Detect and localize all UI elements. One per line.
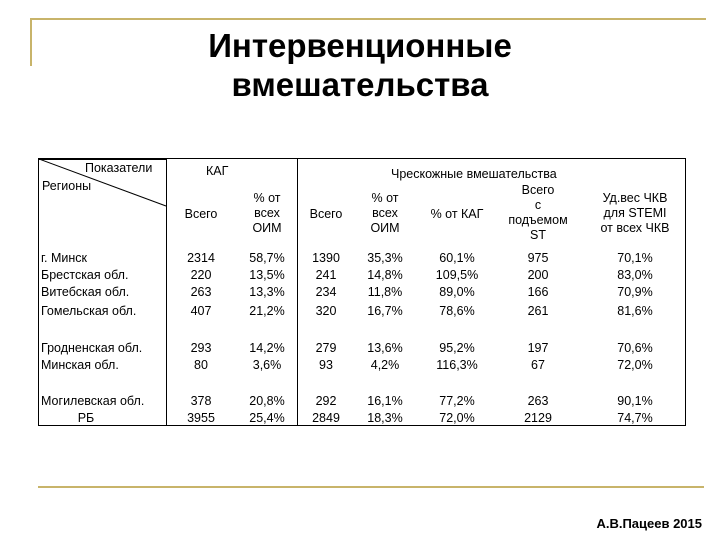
table-cell: 25,4% (249, 411, 285, 425)
corner-label-regions: Регионы (42, 179, 92, 193)
table-cell: 241 (315, 268, 337, 282)
table-cell: 3,6% (252, 358, 282, 372)
table-cell: 89,0% (439, 285, 475, 299)
table-cell: 197 (527, 341, 549, 355)
table-cell: 4,2% (370, 358, 400, 372)
table-row-region: Минская обл. (41, 358, 119, 372)
table-row-region: Брестская обл. (41, 268, 129, 282)
col-header-st-total: Всего с подъемом ST (508, 183, 568, 242)
table-cell: 109,5% (435, 268, 479, 282)
table-cell: 200 (527, 268, 549, 282)
table-cell: 16,1% (367, 394, 403, 408)
table-cell: 378 (190, 394, 212, 408)
top-decorative-rule (30, 18, 706, 20)
group-header-kag: КАГ (206, 164, 229, 178)
table-cell: 263 (527, 394, 549, 408)
table-cell: 2129 (524, 411, 552, 425)
table-cell: 975 (527, 251, 549, 265)
table-cell: 70,9% (617, 285, 653, 299)
table-cell: 13,5% (249, 268, 285, 282)
table-cell: 2314 (187, 251, 215, 265)
table-cell: 234 (315, 285, 337, 299)
table-cell: 21,2% (249, 304, 285, 318)
table-cell: 11,8% (367, 285, 403, 299)
table-cell: 3955 (187, 411, 215, 425)
table-cell: 18,3% (367, 411, 403, 425)
table-cell: 261 (527, 304, 549, 318)
statistics-table (38, 158, 686, 426)
col-divider (297, 159, 298, 425)
table-cell: 116,3% (436, 358, 478, 372)
table-row-region: Могилевская обл. (41, 394, 145, 408)
table-cell: 1390 (312, 251, 340, 265)
table-cell: 70,1% (617, 251, 653, 265)
table-row-region: Гродненская обл. (41, 341, 143, 355)
table-cell: 14,8% (367, 268, 403, 282)
bottom-decorative-rule (38, 486, 704, 488)
table-cell: 220 (190, 268, 212, 282)
table-row-region: Витебская обл. (41, 285, 130, 299)
table-cell: 14,2% (249, 341, 285, 355)
table-cell: 13,3% (249, 285, 285, 299)
table-cell: 2849 (312, 411, 340, 425)
corner-label-indicators: Показатели (85, 161, 153, 175)
table-cell: 407 (190, 304, 212, 318)
page-title (0, 26, 720, 104)
table-row-region: г. Минск (41, 251, 87, 265)
table-cell: 77,2% (439, 394, 475, 408)
col-header-stemi-share: Уд.вес ЧКВ для STEMI от всех ЧКВ (600, 191, 670, 235)
table-cell: 58,7% (249, 251, 285, 265)
title-line-2: вмешательства (231, 66, 489, 103)
col-header-kag-pct: % от всех ОИМ (252, 191, 282, 235)
table-cell: 292 (315, 394, 337, 408)
table-cell: 16,7% (367, 304, 403, 318)
table-row-region: Гомельская обл. (41, 304, 137, 318)
table-cell: 320 (315, 304, 337, 318)
table-cell: 83,0% (617, 268, 653, 282)
col-header-pci-pct: % от всех ОИМ (370, 191, 400, 235)
table-cell: 93 (319, 358, 333, 372)
group-header-pci: Чрескожные вмешательства (391, 167, 557, 181)
col-header-pci-total: Всего (309, 207, 343, 221)
table-cell: 293 (190, 341, 212, 355)
table-cell: 263 (190, 285, 212, 299)
table-cell: 72,0% (439, 411, 475, 425)
table-cell: 90,1% (617, 394, 653, 408)
table-cell: 74,7% (617, 411, 653, 425)
col-header-kag-total: Всего (184, 207, 218, 221)
table-cell: 70,6% (617, 341, 653, 355)
table-cell: 72,0% (617, 358, 653, 372)
table-cell: 67 (531, 358, 545, 372)
author-credit: А.В.Пацеев 2015 (596, 516, 702, 531)
table-cell: 279 (315, 341, 337, 355)
col-header-pci-pct-kag: % от КАГ (430, 207, 484, 221)
title-line-1: Интервенционные (208, 27, 512, 64)
table-cell: 80 (194, 358, 208, 372)
table-cell: 13,6% (367, 341, 403, 355)
table-row-region: РБ (77, 411, 95, 425)
table-cell: 78,6% (439, 304, 475, 318)
table-cell: 35,3% (367, 251, 403, 265)
table-cell: 81,6% (617, 304, 653, 318)
table-cell: 60,1% (439, 251, 475, 265)
table-cell: 20,8% (249, 394, 285, 408)
table-cell: 95,2% (439, 341, 475, 355)
table-cell: 166 (527, 285, 549, 299)
